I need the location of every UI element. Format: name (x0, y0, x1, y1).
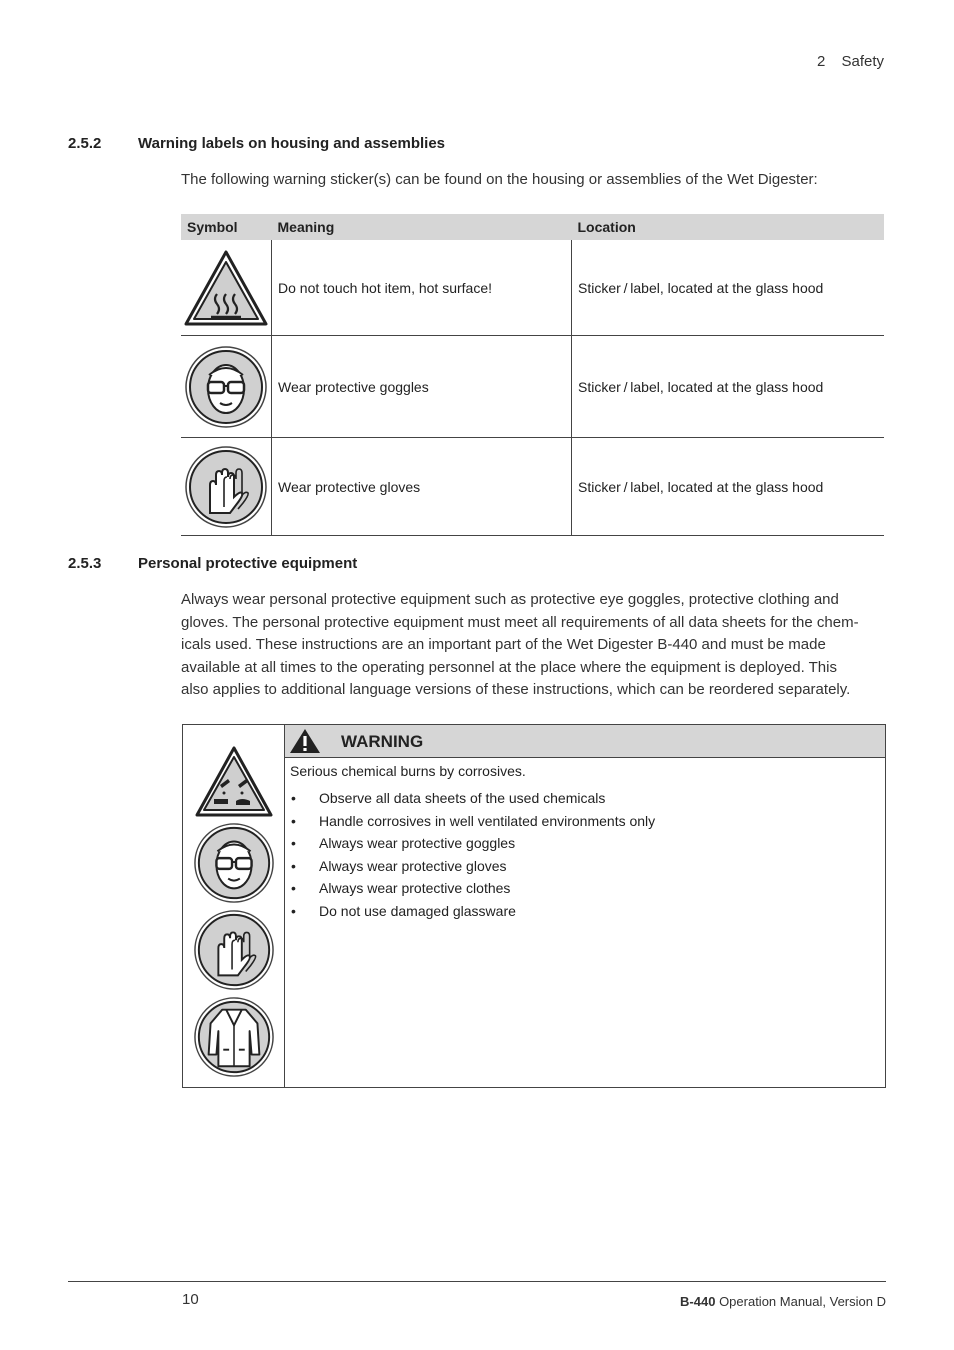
warning-lead: Serious chemical burns by corrosives. (290, 763, 526, 779)
hot-surface-warning-icon (183, 248, 269, 328)
section-number: 2.5.3 (68, 555, 102, 572)
list-item: • Always wear protective clothes (290, 877, 655, 900)
warning-title: WARNING (341, 732, 424, 751)
protective-gloves-icon (184, 445, 268, 529)
warning-icons-column (183, 725, 285, 1087)
warning-box (182, 724, 886, 1088)
page-number: 10 (182, 1291, 199, 1308)
list-item: • Handle corrosives in well ventilated environments only (290, 810, 655, 833)
footer-divider (68, 1281, 886, 1282)
ppe-paragraph (181, 589, 886, 702)
warning-body (290, 763, 655, 922)
warning-labels-table (181, 214, 884, 536)
paragraph-line: gloves. The personal protective equipment must meet all requirements of all data sheets for the chem- (181, 613, 859, 631)
symbol-cell (181, 438, 272, 536)
table-row (181, 240, 884, 336)
section-title: Warning labels on housing and assemblies (138, 135, 446, 152)
location-cell: Sticker / label, located at the glass hood (572, 336, 885, 438)
column-header-meaning: Meaning (272, 214, 572, 240)
section-title: Personal protective equipment (138, 555, 358, 572)
footer-document-title (680, 1294, 886, 1309)
protective-goggles-icon (184, 345, 268, 429)
manual-title: Operation Manual, Version D (719, 1294, 886, 1309)
list-item: • Do not use damaged glassware (290, 900, 655, 923)
symbol-cell (181, 240, 272, 336)
table-row (181, 438, 884, 536)
paragraph-line: Always wear personal protective equipment such as protective eye goggles, protective clothing and (181, 591, 839, 608)
column-header-symbol: Symbol (181, 214, 272, 240)
table-header-row (181, 214, 884, 240)
list-item: • Always wear protective goggles (290, 832, 655, 855)
protective-clothing-icon (193, 996, 275, 1078)
meaning-cell: Do not touch hot item, hot surface! (272, 240, 572, 336)
warning-header (285, 725, 885, 758)
protective-gloves-icon (193, 909, 275, 991)
chapter-number: 2 (816, 53, 826, 70)
chapter-title: Safety (841, 53, 884, 70)
paragraph-line: available at all times to the operating personnel at the place where the equipment is deployed. This (181, 658, 837, 676)
column-header-location: Location (572, 214, 885, 240)
meaning-cell: Wear protective goggles (272, 336, 572, 438)
list-item: • Always wear protective gloves (290, 855, 655, 878)
product-name: B-440 (680, 1294, 716, 1309)
protective-goggles-icon (193, 822, 275, 904)
list-item: • Observe all data sheets of the used chemicals (290, 787, 655, 810)
paragraph-line: icals used. These instructions are an important part of the Wet Digester B-440 and must be made (181, 636, 826, 653)
corrosive-warning-icon (194, 745, 274, 819)
section-number: 2.5.2 (68, 135, 102, 152)
warning-triangle-icon (289, 728, 321, 754)
warning-list (290, 787, 655, 922)
location-cell: Sticker / label, located at the glass hood (572, 240, 885, 336)
symbol-cell (181, 336, 272, 438)
running-header (805, 53, 884, 70)
paragraph-line: also applies to additional language versions of these instructions, which can be reordered separately. (181, 681, 851, 698)
table-row (181, 336, 884, 438)
location-cell: Sticker / label, located at the glass hood (572, 438, 885, 536)
section-intro: The following warning sticker(s) can be found on the housing or assemblies of the Wet Digester: (181, 171, 818, 188)
meaning-cell: Wear protective gloves (272, 438, 572, 536)
